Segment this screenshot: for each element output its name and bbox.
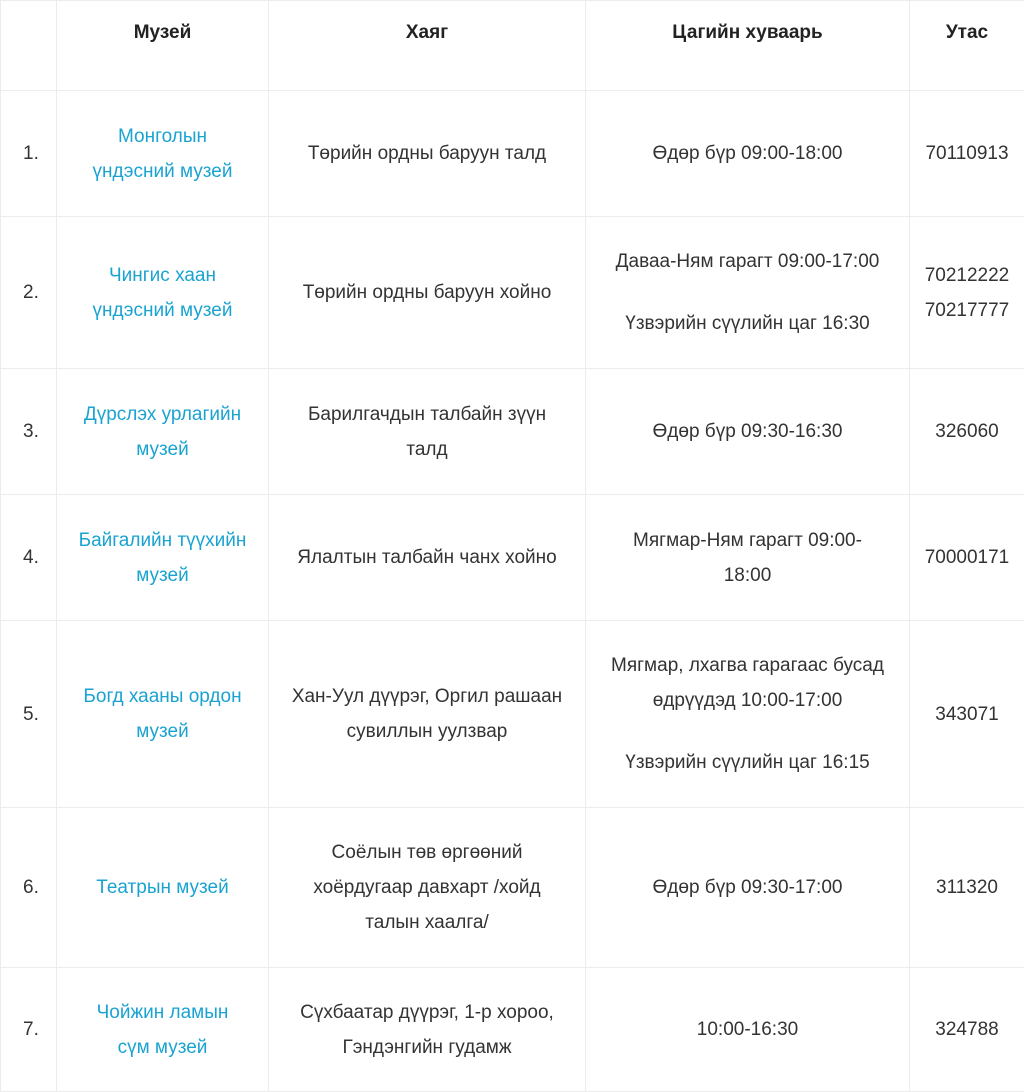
museum-cell — [57, 91, 269, 217]
table-header-row — [1, 1, 1024, 91]
table-row — [1, 91, 1024, 217]
phone-cell — [910, 808, 1024, 968]
museum-cell — [57, 968, 269, 1092]
phone-number: 70217777 — [916, 293, 1018, 328]
row-index: 2. — [1, 217, 57, 369]
museum-cell — [57, 808, 269, 968]
schedule-line: 10:00-16:30 — [592, 1012, 903, 1047]
museum-cell — [57, 217, 269, 369]
phone-cell — [910, 968, 1024, 1092]
address-line: талд — [275, 432, 579, 467]
address-line: Хан-Уул дүүрэг, Оргил рашаан — [275, 679, 579, 714]
phone-cell — [910, 495, 1024, 621]
museum-link-line: Байгалийн түүхийн — [63, 523, 262, 558]
schedule-cell — [586, 91, 910, 217]
museum-link-line: музей — [63, 558, 262, 593]
schedule-line: Өдөр бүр 09:30-16:30 — [592, 414, 903, 449]
phone-number: 343071 — [916, 697, 1018, 732]
address-line: Сүхбаатар дүүрэг, 1-р хороо, — [275, 995, 579, 1030]
address-line: Төрийн ордны баруун хойно — [275, 275, 579, 310]
address-line: талын хаалга/ — [275, 905, 579, 940]
schedule-cell — [586, 495, 910, 621]
table-body — [1, 91, 1024, 1092]
museum-link[interactable] — [63, 397, 262, 467]
museum-link-line: музей — [63, 714, 262, 749]
museum-link-line: Чингис хаан — [63, 258, 262, 293]
schedule-cell — [586, 808, 910, 968]
museum-link-line: сүм музей — [63, 1030, 262, 1065]
address-line: хоёрдугаар давхарт /хойд — [275, 870, 579, 905]
schedule-line: Өдөр бүр 09:30-17:00 — [592, 870, 903, 905]
phone-cell — [910, 217, 1024, 369]
schedule-cell — [586, 621, 910, 808]
schedule-line: Мягмар-Ням гарагт 09:00- — [592, 523, 903, 558]
museum-link[interactable] — [63, 870, 262, 905]
address-cell — [269, 621, 586, 808]
phone-number: 311320 — [916, 870, 1018, 905]
address-line: сувиллын уулзвар — [275, 714, 579, 749]
row-index: 1. — [1, 91, 57, 217]
phone-cell — [910, 621, 1024, 808]
row-index: 5. — [1, 621, 57, 808]
address-cell — [269, 91, 586, 217]
table-row — [1, 621, 1024, 808]
row-index: 6. — [1, 808, 57, 968]
schedule-line: Даваа-Ням гарагт 09:00-17:00 — [592, 244, 903, 279]
header-schedule: Цагийн хуваарь — [586, 1, 910, 91]
museum-link[interactable] — [63, 258, 262, 328]
address-line: Соёлын төв өргөөний — [275, 835, 579, 870]
schedule-line: 18:00 — [592, 558, 903, 593]
address-cell — [269, 968, 586, 1092]
table-row — [1, 808, 1024, 968]
address-line: Барилгачдын талбайн зүүн — [275, 397, 579, 432]
table-row — [1, 495, 1024, 621]
schedule-note: Үзвэрийн сүүлийн цаг 16:30 — [592, 306, 903, 341]
address-cell — [269, 495, 586, 621]
address-line: Ялалтын талбайн чанх хойно — [275, 540, 579, 575]
schedule-cell — [586, 369, 910, 495]
museum-link[interactable] — [63, 995, 262, 1065]
museum-link-line: Монголын — [63, 119, 262, 154]
museum-link[interactable] — [63, 119, 262, 189]
museum-link[interactable] — [63, 679, 262, 749]
museum-cell — [57, 369, 269, 495]
schedule-cell — [586, 217, 910, 369]
schedule-line: Өдөр бүр 09:00-18:00 — [592, 136, 903, 171]
museum-link-line: үндэсний музей — [63, 154, 262, 189]
museum-link-line: Богд хааны ордон — [63, 679, 262, 714]
phone-number: 70110913 — [916, 136, 1018, 171]
phone-cell — [910, 369, 1024, 495]
row-index: 7. — [1, 968, 57, 1092]
phone-cell — [910, 91, 1024, 217]
phone-number: 326060 — [916, 414, 1018, 449]
museum-link-line: Чойжин ламын — [63, 995, 262, 1030]
schedule-note: Үзвэрийн сүүлийн цаг 16:15 — [592, 745, 903, 780]
phone-number: 70000171 — [916, 540, 1018, 575]
address-line: Гэндэнгийн гудамж — [275, 1030, 579, 1065]
address-line: Төрийн ордны баруун талд — [275, 136, 579, 171]
row-index: 4. — [1, 495, 57, 621]
museum-cell — [57, 495, 269, 621]
phone-number: 70212222 — [916, 258, 1018, 293]
museum-cell — [57, 621, 269, 808]
museum-link-line: Дүрслэх урлагийн — [63, 397, 262, 432]
address-cell — [269, 217, 586, 369]
phone-number: 324788 — [916, 1012, 1018, 1047]
header-museum: Музей — [57, 1, 269, 91]
schedule-cell — [586, 968, 910, 1092]
address-cell — [269, 808, 586, 968]
museum-link-line: Театрын музей — [63, 870, 262, 905]
schedule-line: өдрүүдэд 10:00-17:00 — [592, 683, 903, 718]
header-phone: Утас — [910, 1, 1024, 91]
table-row — [1, 968, 1024, 1092]
museum-link[interactable] — [63, 523, 262, 593]
header-address: Хаяг — [269, 1, 586, 91]
schedule-line: Мягмар, лхагва гарагаас бусад — [592, 648, 903, 683]
row-index: 3. — [1, 369, 57, 495]
museum-link-line: үндэсний музей — [63, 293, 262, 328]
table-row — [1, 217, 1024, 369]
table-row — [1, 369, 1024, 495]
address-cell — [269, 369, 586, 495]
museum-link-line: музей — [63, 432, 262, 467]
header-index — [1, 1, 57, 91]
